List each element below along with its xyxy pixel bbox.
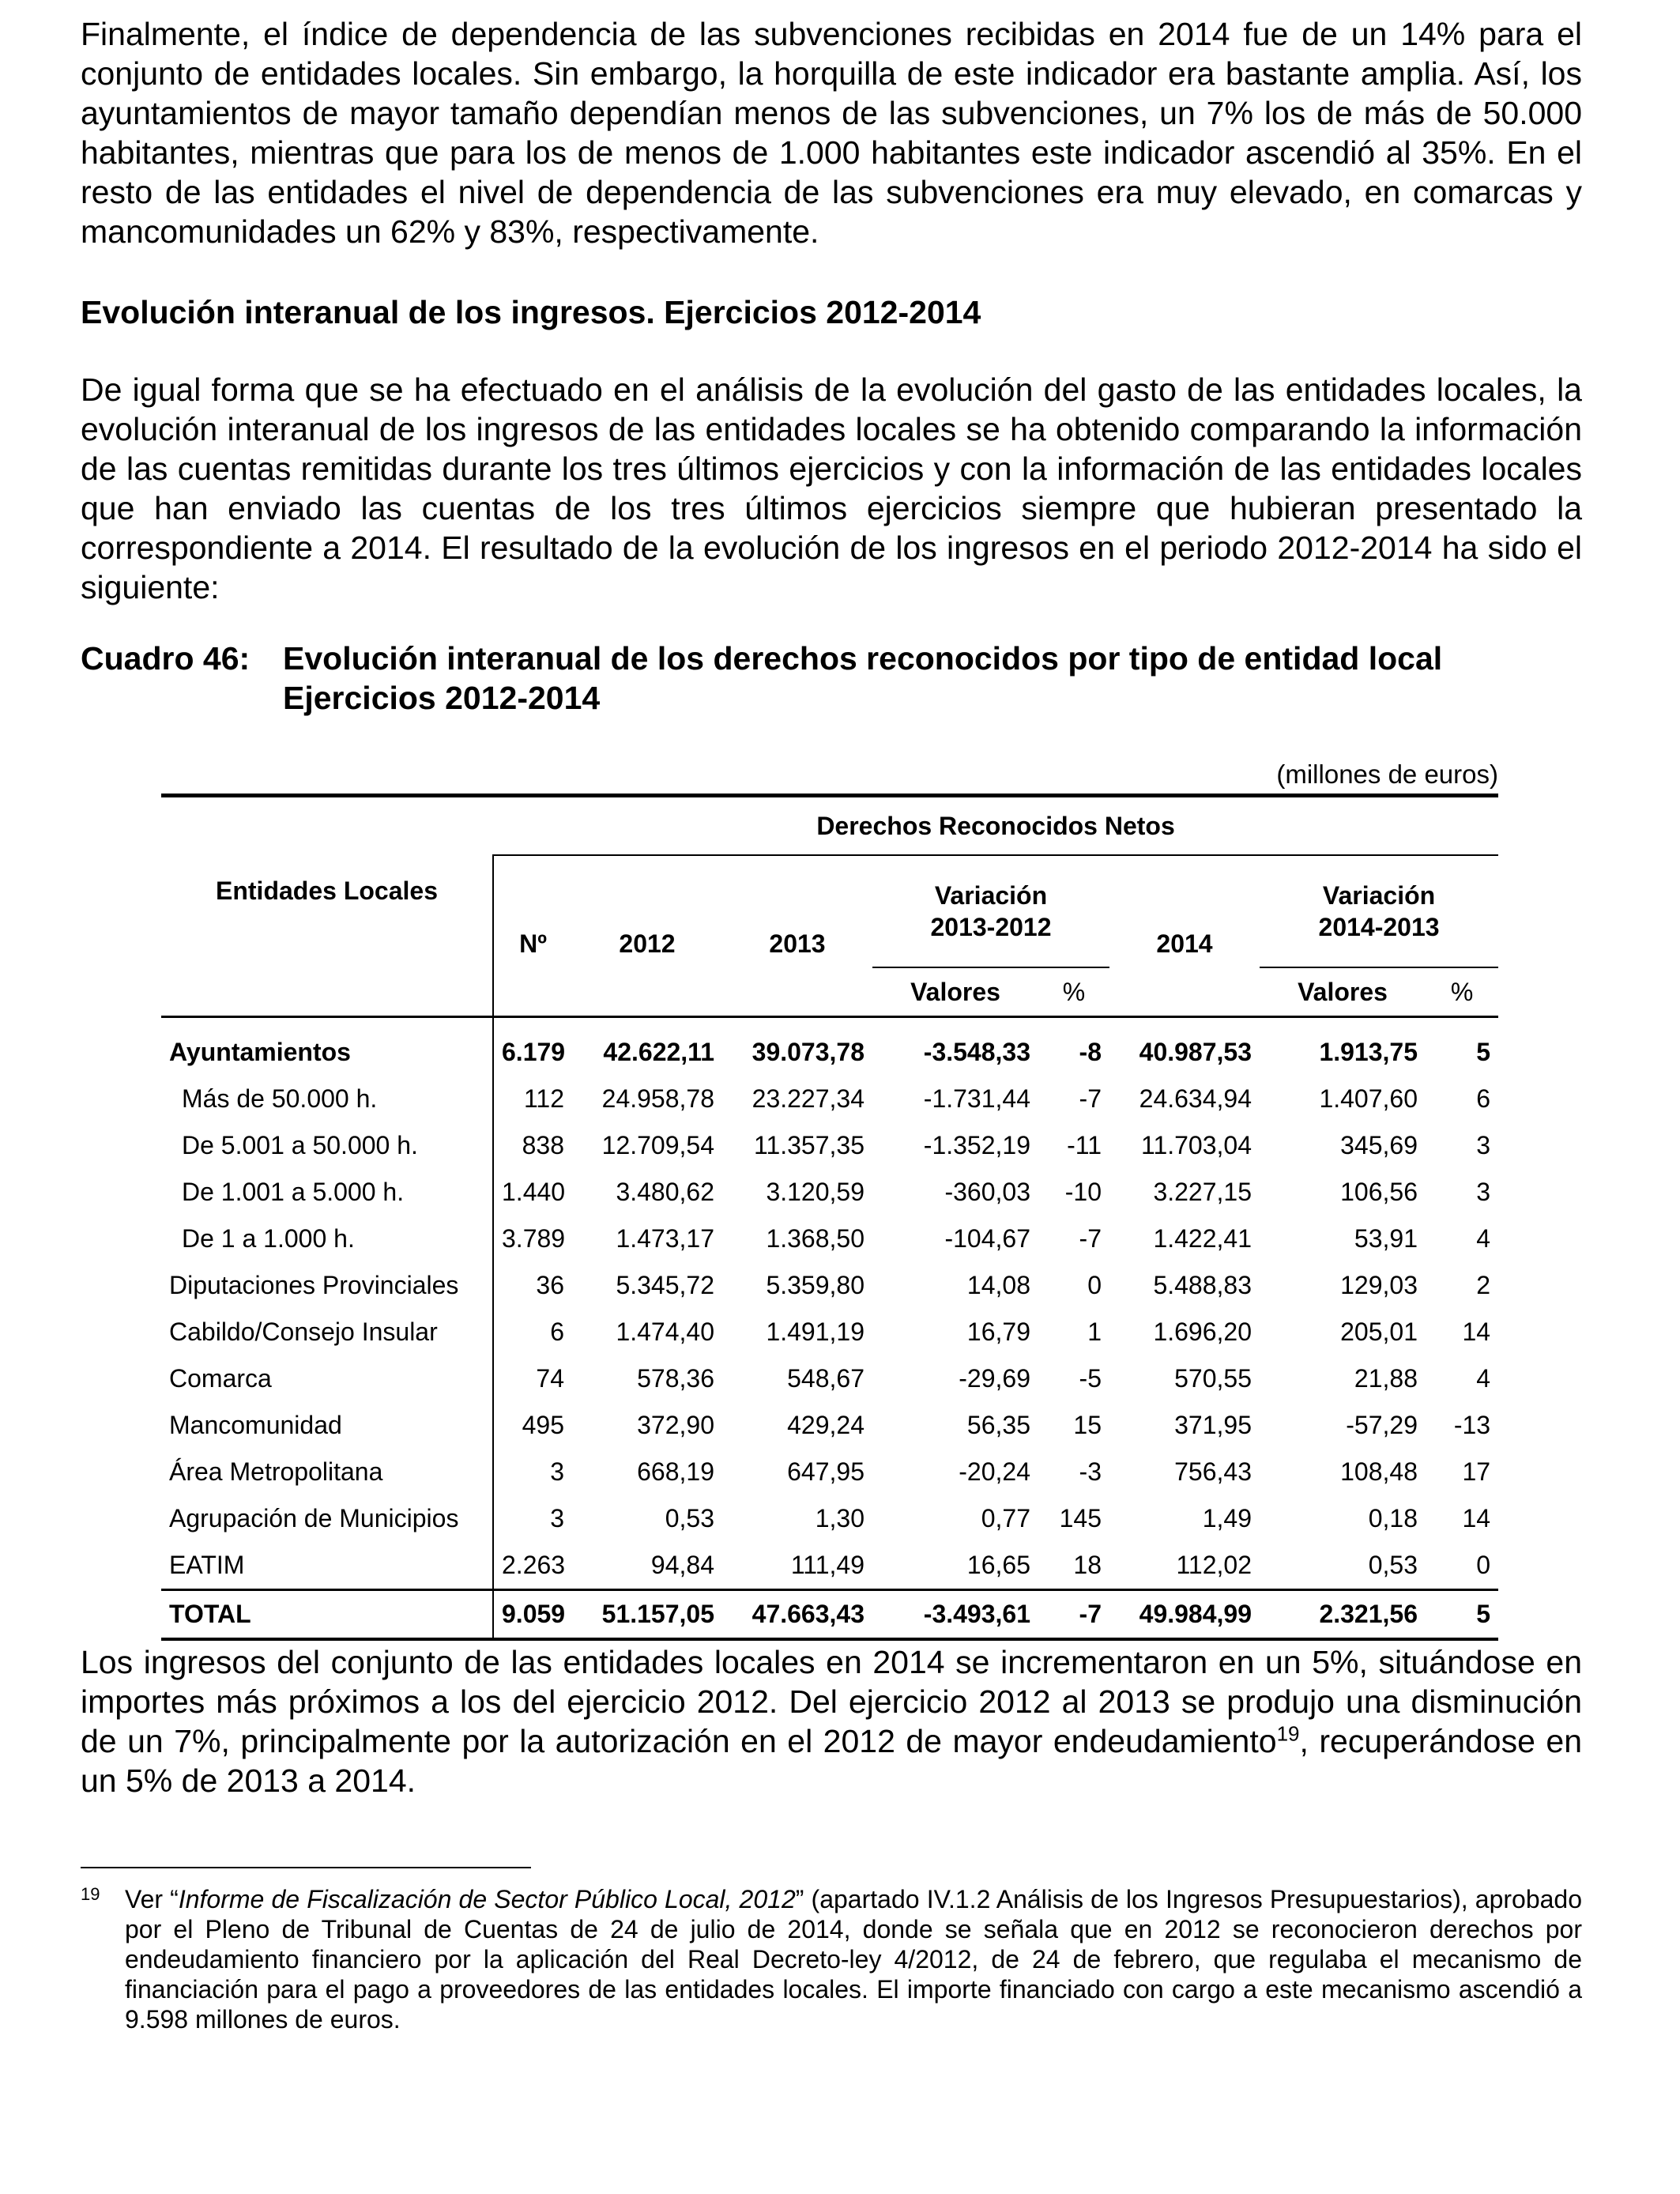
cell-v2014: 756,43 (1174, 1457, 1252, 1486)
cell-pct2: 17 (1462, 1457, 1491, 1486)
cell-v2013: 111,49 (790, 1551, 864, 1579)
cell-pct1: 145 (1059, 1504, 1102, 1532)
footnote-pre: Ver “ (125, 1885, 179, 1913)
cell-n: 9.059 (493, 1590, 572, 1640)
conclusion-paragraph (81, 1642, 1582, 1800)
cell-pct2: 6 (1476, 1084, 1491, 1113)
cell-v2013: 47.663,43 (751, 1600, 864, 1628)
header-2014: 2014 (1156, 929, 1213, 958)
row-name: EATIM (169, 1551, 245, 1579)
table-row (161, 1542, 1498, 1590)
header-entidades: Entidades Locales (216, 876, 438, 905)
table-row (161, 1402, 1498, 1449)
cell-v2012: 1.474,40 (616, 1318, 714, 1346)
cell-v2012: 0,53 (665, 1504, 714, 1532)
cell-v2012: 3.480,62 (616, 1178, 714, 1206)
header-valores-2: Valores (1298, 978, 1388, 1006)
caption-title-line2: Ejercicios 2012-2014 (283, 680, 601, 716)
table-row (161, 1216, 1498, 1262)
cell-v2012: 1.473,17 (616, 1224, 714, 1253)
cell-var1: -3.548,33 (923, 1038, 1030, 1066)
caption-label: Cuadro 46: (81, 640, 250, 677)
footnote-report-title: Informe de Fiscalización de Sector Público Local, 2012 (178, 1885, 796, 1913)
table-row (161, 1262, 1498, 1309)
cell-n: 2.263 (493, 1542, 572, 1590)
cell-pct2: 5 (1476, 1600, 1491, 1628)
cell-v2013: 11.357,35 (754, 1131, 864, 1159)
cell-var2: 345,69 (1340, 1131, 1418, 1159)
cell-pct2: 4 (1476, 1224, 1491, 1253)
row-name: Ayuntamientos (169, 1038, 351, 1066)
footnote (81, 1884, 1582, 2034)
row-name: Área Metropolitana (169, 1457, 383, 1486)
cell-pct2: 14 (1462, 1504, 1491, 1532)
cell-pct1: -11 (1067, 1131, 1102, 1159)
cell-v2013: 647,95 (787, 1457, 864, 1486)
cell-v2013: 1.491,19 (766, 1318, 864, 1346)
header-valores-1: Valores (910, 978, 1000, 1006)
header-var2 (1260, 855, 1498, 967)
cell-var2: 0,18 (1368, 1504, 1418, 1532)
table-row (161, 1495, 1498, 1542)
cell-var1: -1.731,44 (923, 1084, 1030, 1113)
cell-var2: 2.321,56 (1319, 1600, 1418, 1628)
cell-n: 6.179 (493, 1017, 572, 1076)
row-name: De 5.001 a 50.000 h. (182, 1131, 418, 1159)
cell-var2: 21,88 (1354, 1364, 1418, 1393)
row-name: Cabildo/Consejo Insular (169, 1318, 438, 1346)
cell-pct1: 1 (1087, 1318, 1102, 1346)
row-name: TOTAL (169, 1600, 251, 1628)
row-name: Diputaciones Provinciales (169, 1271, 459, 1299)
cell-var1: -3.493,61 (923, 1600, 1030, 1628)
table-row (161, 1169, 1498, 1216)
cell-n: 6 (493, 1309, 572, 1355)
cell-v2013: 429,24 (787, 1411, 864, 1439)
cell-v2014: 40.987,53 (1139, 1038, 1252, 1066)
section-heading: Evolución interanual de los ingresos. Ejercicios 2012-2014 (81, 294, 981, 330)
row-name: Comarca (169, 1364, 272, 1393)
cell-var1: -20,24 (959, 1457, 1030, 1486)
cell-n: 112 (493, 1076, 572, 1122)
cell-var1: 14,08 (966, 1271, 1030, 1299)
cell-pct1: -10 (1064, 1178, 1102, 1206)
cell-var1: -29,69 (959, 1364, 1030, 1393)
cell-var1: -104,67 (944, 1224, 1030, 1253)
cell-v2012: 5.345,72 (616, 1271, 714, 1299)
cell-var2: 1.407,60 (1319, 1084, 1418, 1113)
cell-v2014: 5.488,83 (1153, 1271, 1252, 1299)
cell-pct2: 0 (1476, 1551, 1491, 1579)
cell-var1: 16,79 (966, 1318, 1030, 1346)
cell-pct2: -13 (1453, 1411, 1491, 1439)
cell-pct1: -3 (1079, 1457, 1102, 1486)
conclusion-tail: , recuperándose en un 5% de 2013 a 2014. (81, 1723, 1582, 1799)
row-name: Mancomunidad (169, 1411, 342, 1439)
header-group: Derechos Reconocidos Netos (493, 796, 1498, 856)
table-total-row (161, 1590, 1498, 1640)
cell-v2013: 548,67 (787, 1364, 864, 1393)
cell-v2012: 578,36 (637, 1364, 714, 1393)
cell-pct1: -8 (1079, 1038, 1102, 1066)
cell-v2014: 1,49 (1202, 1504, 1252, 1532)
conclusion-text: Los ingresos del conjunto de las entidades locales en 2014 se incrementaron en un 5%, situándose en importes más próximos a los del ejercicio 2012. Del ejercicio 2012 al 2013 se produjo una disminución de un 7%, principalmente por la autorización en el 2012 de mayor endeudamiento (81, 1644, 1582, 1759)
table-units: (millones de euros) (1276, 760, 1498, 789)
cell-pct2: 14 (1462, 1318, 1491, 1346)
cell-var1: 0,77 (981, 1504, 1030, 1532)
cell-n: 3 (493, 1449, 572, 1495)
header-pct-1: % (1062, 978, 1086, 1006)
header-var2-label: Variación 2014-2013 (1318, 881, 1440, 941)
cell-v2013: 3.120,59 (766, 1178, 864, 1206)
cell-var2: 53,91 (1354, 1224, 1418, 1253)
cell-v2014: 1.422,41 (1153, 1224, 1252, 1253)
cell-v2014: 24.634,94 (1139, 1084, 1252, 1113)
cell-v2014: 11.703,04 (1141, 1131, 1252, 1159)
intro-paragraph: Finalmente, el índice de dependencia de las subvenciones recibidas en 2014 fue de un 14% para el conjunto de entidades locales. Sin embargo, la horquilla de este indicador era bastante amplia. Así, los ayuntamientos de mayor tamaño dependían menos de las subvenciones, un 7% los de más de 50.000 habitantes, mientras que para los de menos de 1.000 habitantes este indicador ascendió al 35%. En el resto de las entidades el nivel de dependencia de las subvenciones era muy elevado, en comarcas y mancomunidades un 62% y 83%, respectivamente. (81, 16, 1582, 250)
method-paragraph: De igual forma que se ha efectuado en el análisis de la evolución del gasto de las entidades locales, la evolución interanual de los ingresos de las entidades locales se ha obtenido comparando la información de las cuentas remitidas durante los tres últimos ejercicios y con la información de las entidades locales que han enviado las cuentas de los tres últimos ejercicios siempre que hubieran presentado la correspondiente a 2014. El resultado de la evolución de los ingresos en el periodo 2012-2014 ha sido el siguiente: (81, 371, 1582, 605)
header-n: Nº (493, 855, 572, 1017)
cell-v2013: 39.073,78 (751, 1038, 864, 1066)
revenue-table (161, 794, 1498, 1641)
cell-var2: 0,53 (1368, 1551, 1418, 1579)
cell-pct2: 3 (1476, 1178, 1491, 1206)
cell-n: 3.789 (493, 1216, 572, 1262)
cell-pct1: 0 (1087, 1271, 1102, 1299)
cell-n: 3 (493, 1495, 572, 1542)
cell-v2012: 24.958,78 (601, 1084, 714, 1113)
cell-pct1: -7 (1079, 1224, 1102, 1253)
cell-pct1: -7 (1079, 1600, 1102, 1628)
cell-n: 1.440 (493, 1169, 572, 1216)
table-row (161, 1309, 1498, 1355)
cell-v2012: 51.157,05 (601, 1600, 714, 1628)
footnote-mark: 19 (81, 1884, 100, 1904)
cell-n: 36 (493, 1262, 572, 1309)
table-row (161, 1122, 1498, 1169)
cell-pct1: 15 (1073, 1411, 1102, 1439)
table-row (161, 1449, 1498, 1495)
cell-v2013: 23.227,34 (751, 1084, 864, 1113)
cell-v2013: 1.368,50 (766, 1224, 864, 1253)
footnote-reference[interactable]: 19 (1276, 1721, 1300, 1746)
table-row (161, 1355, 1498, 1402)
cell-v2012: 668,19 (637, 1457, 714, 1486)
cell-v2014: 570,55 (1174, 1364, 1252, 1393)
header-2012: 2012 (619, 929, 676, 958)
row-name: De 1.001 a 5.000 h. (182, 1178, 405, 1206)
cell-v2012: 372,90 (637, 1411, 714, 1439)
cell-pct2: 5 (1476, 1038, 1491, 1066)
header-var1 (872, 855, 1109, 967)
cell-var2: -57,29 (1346, 1411, 1418, 1439)
cell-var2: 1.913,75 (1319, 1038, 1418, 1066)
caption-title-line1: Evolución interanual de los derechos reconocidos por tipo de entidad local (283, 640, 1443, 677)
cell-n: 495 (493, 1402, 572, 1449)
cell-pct1: 18 (1073, 1551, 1102, 1579)
cell-var2: 129,03 (1340, 1271, 1418, 1299)
cell-v2012: 94,84 (650, 1551, 714, 1579)
table-row (161, 1017, 1498, 1076)
cell-n: 74 (493, 1355, 572, 1402)
cell-var1: -360,03 (944, 1178, 1030, 1206)
cell-v2014: 49.984,99 (1139, 1600, 1252, 1628)
table-row (161, 1076, 1498, 1122)
cell-pct2: 2 (1476, 1271, 1491, 1299)
cell-v2014: 3.227,15 (1153, 1178, 1252, 1206)
cell-v2013: 1,30 (815, 1504, 864, 1532)
cell-v2012: 12.709,54 (601, 1131, 714, 1159)
cell-v2014: 1.696,20 (1153, 1318, 1252, 1346)
header-var1-label: Variación 2013-2012 (930, 881, 1052, 941)
header-pct-2: % (1450, 978, 1474, 1006)
cell-v2013: 5.359,80 (766, 1271, 864, 1299)
row-name: De 1 a 1.000 h. (182, 1224, 355, 1253)
footnote-divider (81, 1867, 531, 1868)
row-name: Más de 50.000 h. (182, 1084, 378, 1113)
cell-pct1: -7 (1079, 1084, 1102, 1113)
cell-var2: 106,56 (1340, 1178, 1418, 1206)
header-2013: 2013 (769, 929, 826, 958)
cell-var2: 108,48 (1340, 1457, 1418, 1486)
footnote-text (125, 1884, 1582, 2034)
cell-pct2: 4 (1476, 1364, 1491, 1393)
cell-v2014: 371,95 (1174, 1411, 1252, 1439)
cell-var1: 56,35 (966, 1411, 1030, 1439)
cell-pct1: -5 (1079, 1364, 1102, 1393)
cell-n: 838 (493, 1122, 572, 1169)
footnote-post: ” (apartado IV.1.2 Análisis de los Ingresos Presupuestarios), aprobado por el Pleno de Tribunal de Cuentas de 24 de julio de 2014, donde se señala que en 2012 se reconocieron derechos por endeudamiento financiero por la aplicación del Real Decreto-ley 4/2012, de 24 de febrero, que regulaba el mecanismo de financiación para el pago a proveedores de las entidades locales. El importe financiado con cargo a este mecanismo ascendió a 9.598 millones de euros. (125, 1885, 1583, 2034)
cell-var1: 16,65 (966, 1551, 1030, 1579)
cell-pct2: 3 (1476, 1131, 1491, 1159)
row-name: Agrupación de Municipios (169, 1504, 459, 1532)
cell-var1: -1.352,19 (923, 1131, 1030, 1159)
cell-v2014: 112,02 (1176, 1551, 1252, 1579)
cell-v2012: 42.622,11 (603, 1038, 714, 1066)
cell-var2: 205,01 (1340, 1318, 1418, 1346)
